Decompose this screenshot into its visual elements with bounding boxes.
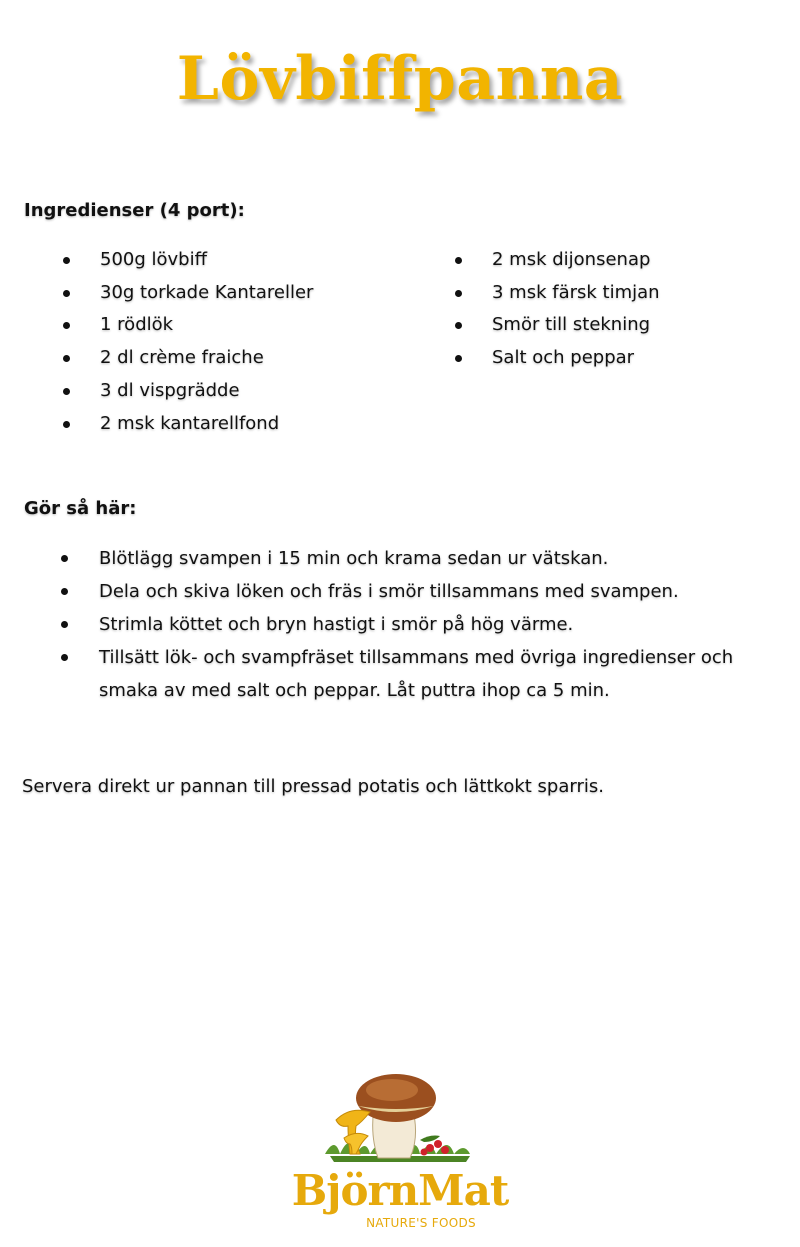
list-item: Smör till stekning: [455, 309, 785, 342]
list-item: 2 msk dijonsenap: [455, 244, 785, 277]
list-item: Blötlägg svampen i 15 min och krama sedan ur vätskan.: [61, 542, 781, 575]
bullet-icon: [63, 388, 70, 395]
bullet-icon: [455, 290, 462, 297]
list-item: 500g lövbiff: [63, 244, 423, 277]
bullet-icon: [63, 421, 70, 428]
list-item: Dela och skiva löken och fräs i smör tillsammans med svampen.: [61, 575, 781, 608]
bullet-icon: [455, 257, 462, 264]
ingredients-list-right: [455, 244, 785, 375]
list-item: 2 msk kantarellfond: [63, 408, 423, 441]
list-item: Tillsätt lök- och svampfräset tillsammans med övriga ingredienser och smaka av med salt och peppar. Låt puttra ihop ca 5 min.: [61, 641, 781, 707]
bullet-icon: [455, 322, 462, 329]
recipe-title: Lövbiffpanna: [176, 44, 624, 114]
bullet-icon: [455, 355, 462, 362]
list-item: 1 rödlök: [63, 309, 423, 342]
ingredients-heading: Ingredienser (4 port):: [24, 200, 245, 221]
bullet-icon: [61, 588, 68, 595]
mushroom-icon: [270, 1066, 530, 1176]
list-item: Salt och peppar: [455, 342, 785, 375]
method-heading: Gör så här:: [24, 498, 137, 519]
method-steps-list: [61, 542, 781, 707]
bullet-icon: [63, 257, 70, 264]
brand-tagline: NATURE'S FOODS: [366, 1216, 476, 1230]
bullet-icon: [61, 621, 68, 628]
brand-name: BjörnMat: [291, 1166, 509, 1215]
list-item: 2 dl crème fraiche: [63, 342, 423, 375]
brand-logo: [270, 1066, 530, 1236]
list-item: 30g torkade Kantareller: [63, 277, 423, 310]
list-item: Strimla köttet och bryn hastigt i smör på hög värme.: [61, 608, 781, 641]
ingredients-list-left: [63, 244, 423, 440]
list-item: 3 msk färsk timjan: [455, 277, 785, 310]
bullet-icon: [63, 355, 70, 362]
bullet-icon: [63, 322, 70, 329]
bullet-icon: [63, 290, 70, 297]
bullet-icon: [61, 654, 68, 661]
list-item: 3 dl vispgrädde: [63, 375, 423, 408]
bullet-icon: [61, 555, 68, 562]
serving-note: Servera direkt ur pannan till pressad potatis och lättkokt sparris.: [22, 776, 604, 797]
